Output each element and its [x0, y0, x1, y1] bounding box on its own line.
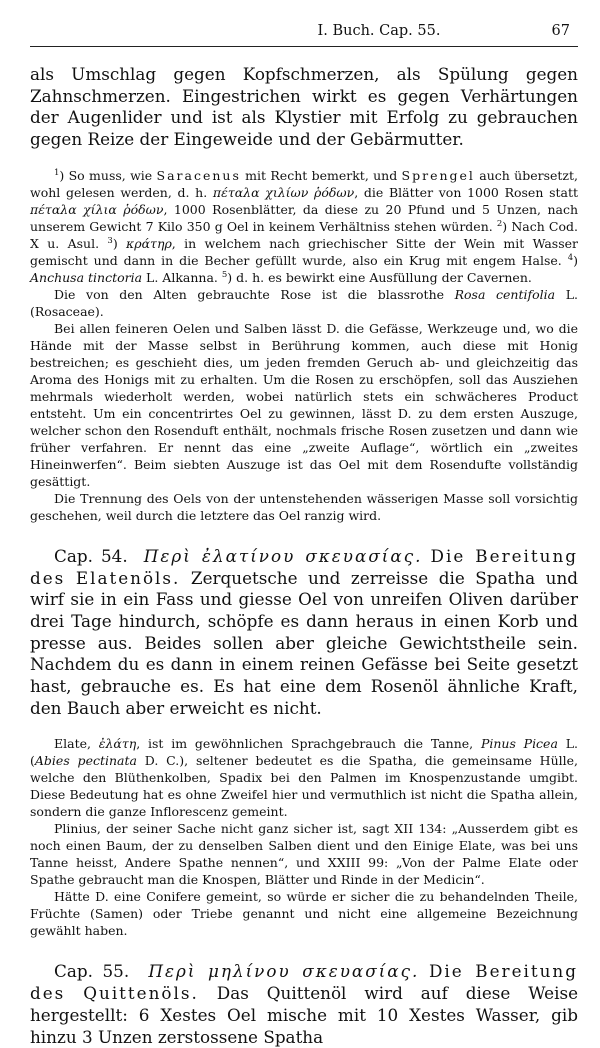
note-trennung: Die Trennung des Oels von der untenstehenden wässerigen Masse soll vorsichtig geschehen, weil durch die letztere das Oel ranzig wird. — [30, 490, 578, 523]
footnote-marker: 3 — [107, 235, 113, 246]
species-name: Anchusa tinctoria — [30, 269, 143, 285]
species-name: Rosa centifolia — [454, 286, 556, 302]
note-elate: Elate, ἐλάτη, ist im gewöhnlichen Sprachgebrauch die Tanne, Pinus Picea L. (Abies pectinata D. C.), seltener bedeutet es die Spatha, die gemeinsame Hülle, welche den Blüthenkolben, Spadix bei den Palmen im Knospenzustande umgibt. Diese Bedeutung hat es ohne Zweifel hier und vermuthlich ist nicht die Spatha allein, sondern die ganze Inflorescenz gemeint. — [30, 736, 578, 820]
note-plinius: Plinius, der seiner Sache nicht ganz sicher ist, sagt XII 134: „Ausserdem gibt es noch einen Baum, der zu denselben Salben dient und den Einige Elate, was bei uns Tanne heisst, Andere Spathe nennen“, und XXIII 99: „Von der Palme Elate oder Spathe gebraucht man die Knospen, Blätter und Rinde in der Medicin“. — [30, 821, 578, 888]
running-header — [30, 22, 578, 47]
chapter-text: Zerquetsche und zerreisse die Spatha und wirf sie in ein Fass und giesse Oel von unreifen Oliven darüber drei Tage hindurch, schöpfe es dann heraus in einen Korb und presse aus. Beides sollen aber gleiche Gewichtstheile sein. Nachdem du es dann in einem reinen Gefässe bei Seite gesetzt hast, gebrauche es. Es hat eine dem Rosenöl ähnliche Kraft, den Bauch aber erweicht es nicht. — [30, 567, 578, 718]
chapter-title: Die Bereitung des — [30, 961, 578, 1004]
chapter-text: Das Quittenöl wird auf diese Weise hergestellt: 6 Xestes Oel mische mit 10 Xestes Wasser, gib hinzu 3 Unzen zerstossene Spatha — [30, 983, 579, 1047]
chapter-number: Cap. 55. — [54, 961, 130, 982]
chapter-55 — [30, 961, 578, 1048]
footnote-marker: 4 — [567, 252, 574, 263]
chapter-54 — [30, 546, 578, 720]
footnote-marker: 2 — [496, 218, 503, 229]
author-sprengel: Sprengel — [401, 167, 475, 183]
greek-term: πέταλα χίλια ῥόδων — [30, 201, 164, 217]
greek-term: πέταλα χιλίων ῥόδων — [212, 184, 355, 200]
note-salben: Bei allen feineren Oelen und Salben lässt D. die Gefässe, Werkzeuge und, wo die Hände mit der Masse selbst in Berührung kommen, auch diese mit Honig bestreichen; es geschieht dies, um jeden fremden Geruch ab- und gleichzeitig das Aroma des Honigs mit zu erhalten. Um die Rosen zu erschöpfen, soll das Ausziehen mehrmals wiederholt werden, wobei natürlich stets ein schwächeres Product entsteht. Um ein concentrirtes Oel zu gewinnen, lässt D. zu dem ersten Auszuge, welcher schon den Rosenduft enthält, nochmals frische Rosen zusetzen und dann wie früher verfahren. Er nennt das eine „zweite Auflage“, wörtlich ein „zweites Hineinwerfen“. Beim siebten Auszuge ist das Oel mit dem Rosendufte vollständig gesättigt. — [30, 320, 578, 489]
greek-term: κράτηρ — [126, 235, 172, 251]
chapter-54-notes — [30, 735, 578, 939]
author-saracenus: Saracenus — [156, 167, 241, 183]
chapter-title-cont: Quittenöls. — [83, 983, 199, 1004]
footnotes — [30, 167, 578, 524]
note-rose: Die von den Alten gebrauchte Rose ist die blassrothe Rosa centifolia L. (Rosaceae). — [30, 286, 578, 319]
greek-chapter-title: Περὶ μηλίνου σκευασίας. — [148, 961, 420, 982]
species-name: Pinus Picea — [480, 736, 558, 752]
note-conifere: Hätte D. eine Conifere gemeint, so würde er sicher die zu behandelnden Theile, Früchte (Samen) oder Triebe genannt und nicht eine allgemeine Bezeichnung gewählt haben. — [30, 889, 578, 939]
running-title: I. Buch. Cap. 55. — [317, 23, 441, 39]
page-number: 67 — [551, 23, 570, 39]
greek-term: ἐλάτη — [98, 736, 137, 752]
footnote-1-to-4: $^1$) So muss, wie Saracenus mit Recht bemerkt, und Sprengel auch übersetzt, wohl gelesen werden, d. h. πέταλα χιλίων ῥόδων, die Blätter von 1000 Rosen statt πέταλα χίλια ῥόδων, 1000 Rosenblätter, da diese zu 20 Pfund und 5 Unzen, nach unserem Gewicht 7 Kilo 350 g Oel in keinem Verhältniss stehen würden. $^2$) Nach Cod. X u. Asul. $^3$) κράτηρ, in welchem nach griechischer Sitte der Wein mit Wasser gemischt und dann in die Becher gefüllt wurde, also ein Krug mit engem Halse. $^4$) Anchusa tinctoria L. Alkanna. $^5$) d. h. es bewirkt eine Ausfüllung der Cavernen. — [30, 167, 579, 285]
footnote-marker: 5 — [221, 269, 228, 280]
paragraph-continuation: als Umschlag gegen Kopfschmerzen, als Spülung gegen Zahnschmerzen. Eingestrichen wirkt es gegen Verhärtungen der Augenlider und ist als Klystier mit Erfolg zu gebrauchen gegen Reize der Eingeweide und der Gebärmutter. — [30, 64, 578, 150]
chapter-title-cont: Elatenöls. — [75, 567, 181, 588]
greek-chapter-title: Περὶ ἐλατίνου σκευασίας. — [143, 545, 423, 566]
chapter-title: Die Bereitung des — [30, 545, 578, 588]
footnote-marker: 1 — [54, 167, 60, 178]
chapter-number: Cap. 54. — [54, 545, 128, 566]
species-name: Abies pectinata — [34, 753, 137, 769]
page-body — [30, 64, 578, 1048]
